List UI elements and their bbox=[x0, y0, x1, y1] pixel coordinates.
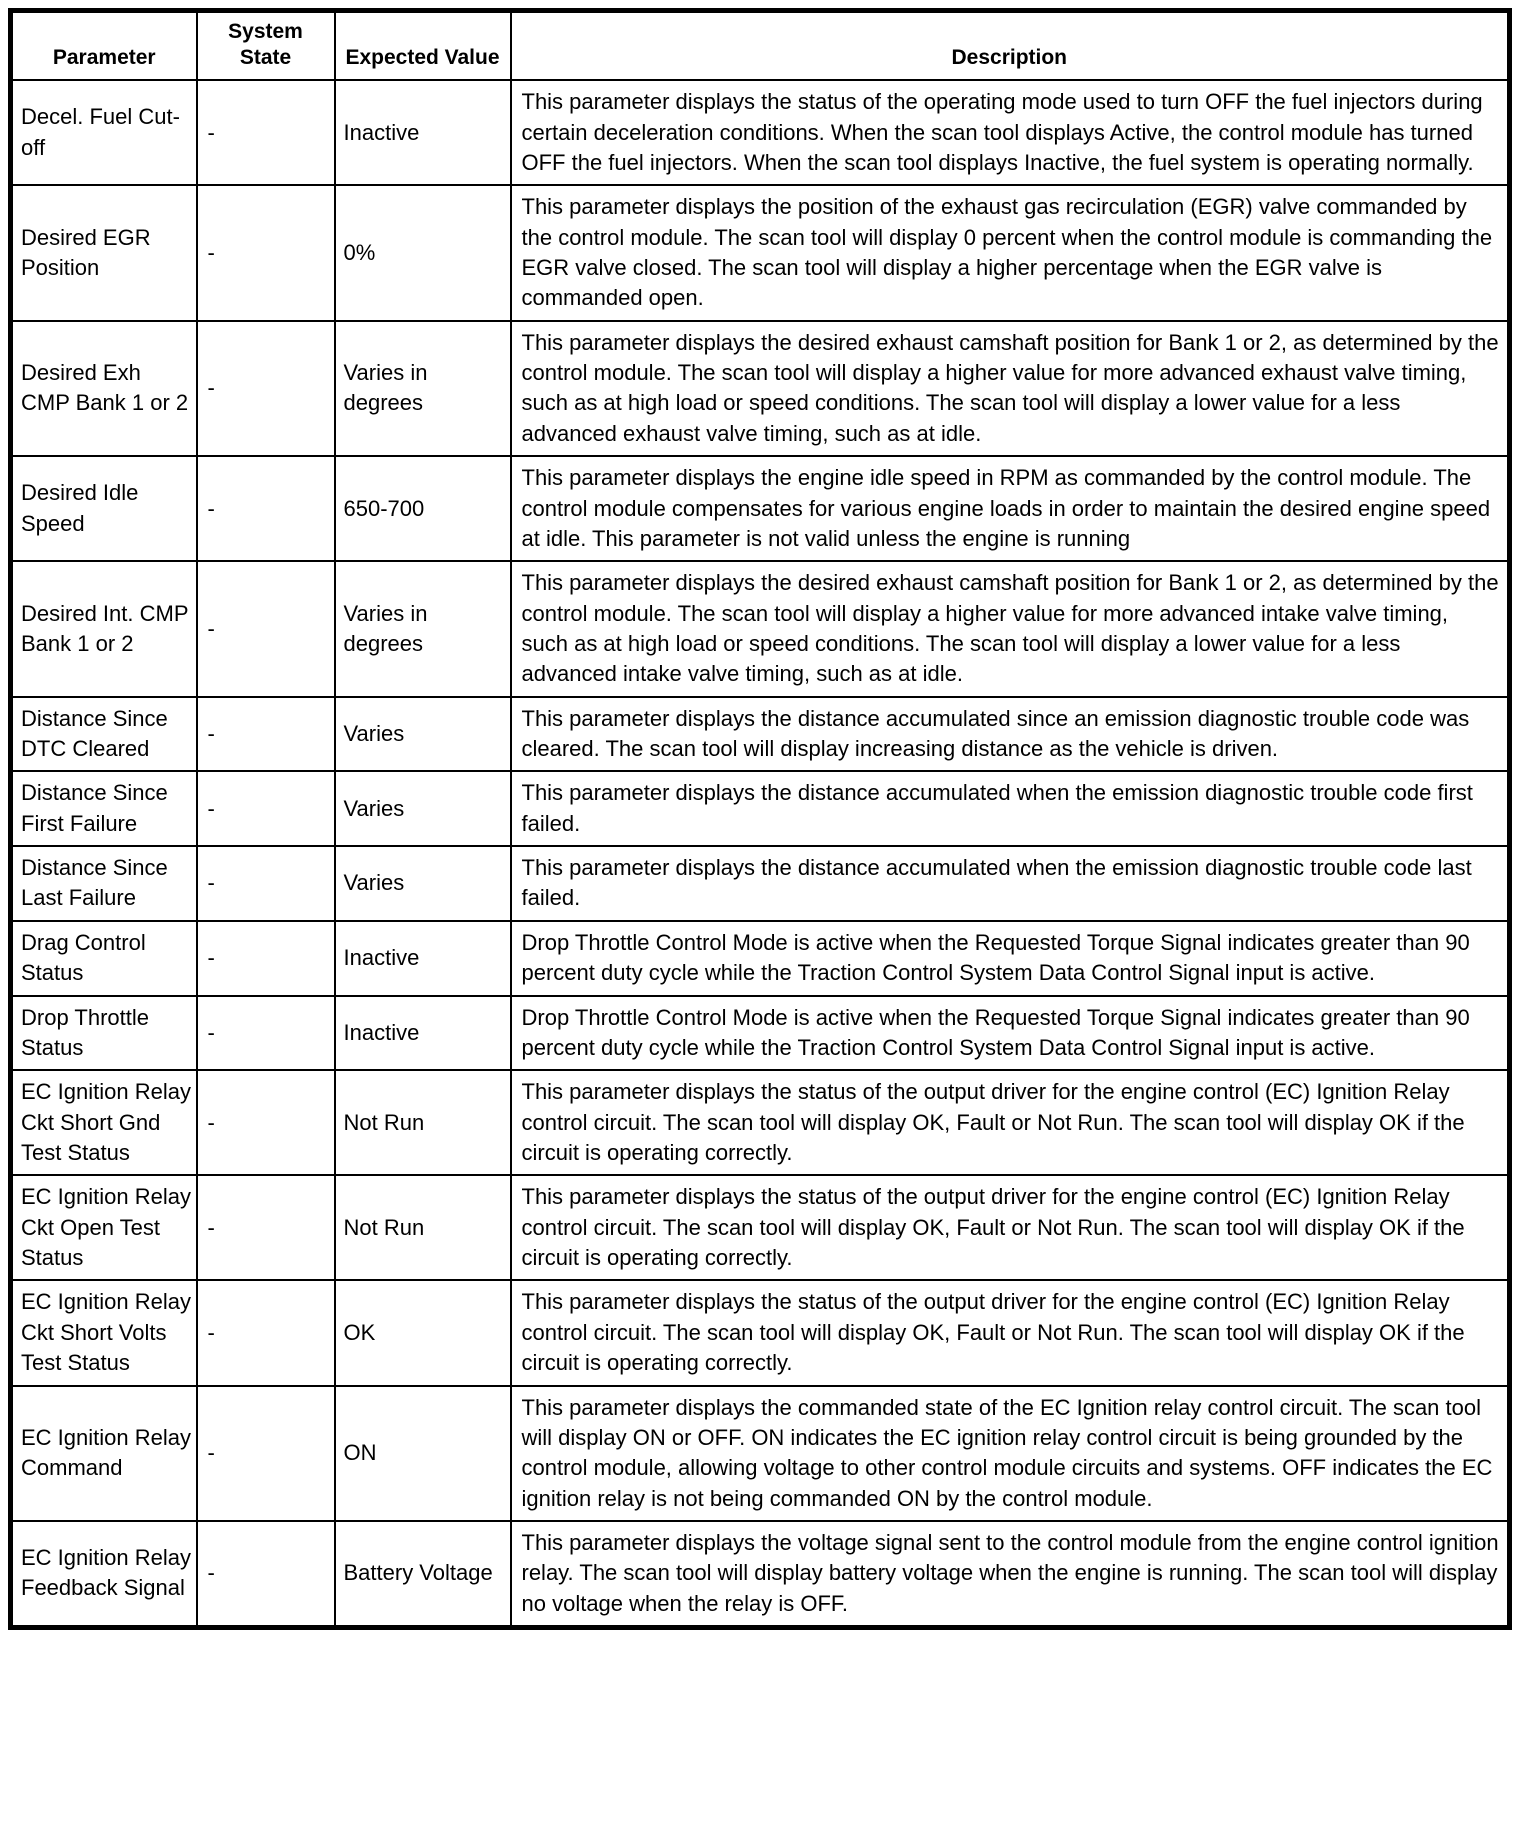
parameter-cell: Distance Since DTC Cleared bbox=[11, 697, 197, 772]
header-parameter-label: Parameter bbox=[52, 45, 156, 69]
description-cell: This parameter displays the position of the exhaust gas recirculation (EGR) valve commanded by the control module. The scan tool will display 0 percent when the control module is commanding the EGR valve closed. The scan tool will display a higher percentage when the EGR valve is commanded open. bbox=[511, 185, 1510, 320]
header-expected-value-label: Expected Value bbox=[345, 45, 500, 69]
parameter-table bbox=[8, 8, 1512, 1630]
header-expected-value bbox=[335, 11, 511, 81]
description-cell: This parameter displays the voltage signal sent to the control module from the engine control ignition relay. The scan tool will display battery voltage when the engine is running. The scan tool will display no voltage when the relay is OFF. bbox=[511, 1521, 1510, 1628]
table-body bbox=[11, 80, 1510, 1627]
system-state-cell: - bbox=[197, 185, 335, 320]
parameter-cell: EC Ignition Relay Command bbox=[11, 1386, 197, 1521]
description-cell: This parameter displays the distance accumulated when the emission diagnostic trouble code first failed. bbox=[511, 771, 1510, 846]
header-system-state-label: System State bbox=[228, 20, 303, 69]
description-cell: This parameter displays the status of the output driver for the engine control (EC) Ignition Relay control circuit. The scan tool will display OK, Fault or Not Run. The scan tool will display OK if the circuit is operating correctly. bbox=[511, 1280, 1510, 1385]
system-state-cell: - bbox=[197, 80, 335, 185]
table-row bbox=[11, 771, 1510, 846]
description-cell: Drop Throttle Control Mode is active when the Requested Torque Signal indicates greater than 90 percent duty cycle while the Traction Control System Data Control Signal input is active. bbox=[511, 921, 1510, 996]
expected-value-cell: Varies bbox=[335, 846, 511, 921]
expected-value-cell: ON bbox=[335, 1386, 511, 1521]
table-row bbox=[11, 1280, 1510, 1385]
expected-value-cell: Varies in degrees bbox=[335, 321, 511, 456]
description-cell: Drop Throttle Control Mode is active when the Requested Torque Signal indicates greater than 90 percent duty cycle while the Traction Control System Data Control Signal input is active. bbox=[511, 996, 1510, 1071]
table-row bbox=[11, 921, 1510, 996]
table-row bbox=[11, 697, 1510, 772]
system-state-cell: - bbox=[197, 1175, 335, 1280]
system-state-cell: - bbox=[197, 1386, 335, 1521]
header-parameter bbox=[11, 11, 197, 81]
table-row bbox=[11, 80, 1510, 185]
description-cell: This parameter displays the distance accumulated since an emission diagnostic trouble code was cleared. The scan tool will display increasing distance as the vehicle is driven. bbox=[511, 697, 1510, 772]
header-system-state bbox=[197, 11, 335, 81]
description-cell: This parameter displays the status of the output driver for the engine control (EC) Ignition Relay control circuit. The scan tool will display OK, Fault or Not Run. The scan tool will display OK if the circuit is operating correctly. bbox=[511, 1070, 1510, 1175]
system-state-cell: - bbox=[197, 321, 335, 456]
expected-value-cell: Varies bbox=[335, 697, 511, 772]
description-cell: This parameter displays the commanded state of the EC Ignition relay control circuit. The scan tool will display ON or OFF. ON indicates the EC ignition relay control circuit is being grounded by the control module, allowing voltage to other control module circuits and systems. OFF indicates the EC ignition relay is not being commanded ON by the control module. bbox=[511, 1386, 1510, 1521]
system-state-cell: - bbox=[197, 1070, 335, 1175]
parameter-cell: EC Ignition Relay Feedback Signal bbox=[11, 1521, 197, 1628]
system-state-cell: - bbox=[197, 996, 335, 1071]
parameter-cell: EC Ignition Relay Ckt Short Gnd Test Status bbox=[11, 1070, 197, 1175]
expected-value-cell: 650-700 bbox=[335, 456, 511, 561]
expected-value-cell: Varies in degrees bbox=[335, 561, 511, 696]
parameter-cell: Desired EGR Position bbox=[11, 185, 197, 320]
system-state-cell: - bbox=[197, 697, 335, 772]
expected-value-cell: Not Run bbox=[335, 1070, 511, 1175]
description-cell: This parameter displays the distance accumulated when the emission diagnostic trouble code last failed. bbox=[511, 846, 1510, 921]
table-row bbox=[11, 996, 1510, 1071]
expected-value-cell: Inactive bbox=[335, 996, 511, 1071]
parameter-cell: Desired Idle Speed bbox=[11, 456, 197, 561]
table-row bbox=[11, 1521, 1510, 1628]
parameter-cell: EC Ignition Relay Ckt Open Test Status bbox=[11, 1175, 197, 1280]
system-state-cell: - bbox=[197, 846, 335, 921]
description-cell: This parameter displays the desired exhaust camshaft position for Bank 1 or 2, as determined by the control module. The scan tool will display a higher value for more advanced intake valve timing, such as at high load or speed conditions. The scan tool will display a lower value for a less advanced intake valve timing, such as at idle. bbox=[511, 561, 1510, 696]
table-row bbox=[11, 846, 1510, 921]
parameter-cell: EC Ignition Relay Ckt Short Volts Test Status bbox=[11, 1280, 197, 1385]
parameter-cell: Drop Throttle Status bbox=[11, 996, 197, 1071]
expected-value-cell: 0% bbox=[335, 185, 511, 320]
table-row bbox=[11, 321, 1510, 456]
parameter-cell: Distance Since First Failure bbox=[11, 771, 197, 846]
system-state-cell: - bbox=[197, 456, 335, 561]
description-cell: This parameter displays the desired exhaust camshaft position for Bank 1 or 2, as determined by the control module. The scan tool will display a higher value for more advanced exhaust valve timing, such as at high load or speed conditions. The scan tool will display a lower value for a less advanced exhaust valve timing, such as at idle. bbox=[511, 321, 1510, 456]
table-row bbox=[11, 561, 1510, 696]
description-cell: This parameter displays the status of the output driver for the engine control (EC) Ignition Relay control circuit. The scan tool will display OK, Fault or Not Run. The scan tool will display OK if the circuit is operating correctly. bbox=[511, 1175, 1510, 1280]
system-state-cell: - bbox=[197, 561, 335, 696]
header-description-label: Description bbox=[951, 45, 1068, 69]
expected-value-cell: OK bbox=[335, 1280, 511, 1385]
table-row bbox=[11, 1070, 1510, 1175]
table-row bbox=[11, 456, 1510, 561]
description-cell: This parameter displays the status of the operating mode used to turn OFF the fuel injectors during certain deceleration conditions. When the scan tool displays Active, the control module has turned OFF the fuel injectors. When the scan tool displays Inactive, the fuel system is operating normally. bbox=[511, 80, 1510, 185]
header-row bbox=[11, 11, 1510, 81]
expected-value-cell: Battery Voltage bbox=[335, 1521, 511, 1628]
parameter-cell: Distance Since Last Failure bbox=[11, 846, 197, 921]
system-state-cell: - bbox=[197, 1280, 335, 1385]
parameter-cell: Drag Control Status bbox=[11, 921, 197, 996]
system-state-cell: - bbox=[197, 771, 335, 846]
header-description bbox=[511, 11, 1510, 81]
system-state-cell: - bbox=[197, 921, 335, 996]
expected-value-cell: Varies bbox=[335, 771, 511, 846]
table-row bbox=[11, 1175, 1510, 1280]
parameter-cell: Desired Int. CMP Bank 1 or 2 bbox=[11, 561, 197, 696]
system-state-cell: - bbox=[197, 1521, 335, 1628]
expected-value-cell: Inactive bbox=[335, 80, 511, 185]
expected-value-cell: Not Run bbox=[335, 1175, 511, 1280]
expected-value-cell: Inactive bbox=[335, 921, 511, 996]
table-row bbox=[11, 185, 1510, 320]
parameter-cell: Decel. Fuel Cut-off bbox=[11, 80, 197, 185]
description-cell: This parameter displays the engine idle speed in RPM as commanded by the control module. The control module compensates for various engine loads in order to maintain the desired engine speed at idle. This parameter is not valid unless the engine is running bbox=[511, 456, 1510, 561]
parameter-cell: Desired Exh CMP Bank 1 or 2 bbox=[11, 321, 197, 456]
table-row bbox=[11, 1386, 1510, 1521]
